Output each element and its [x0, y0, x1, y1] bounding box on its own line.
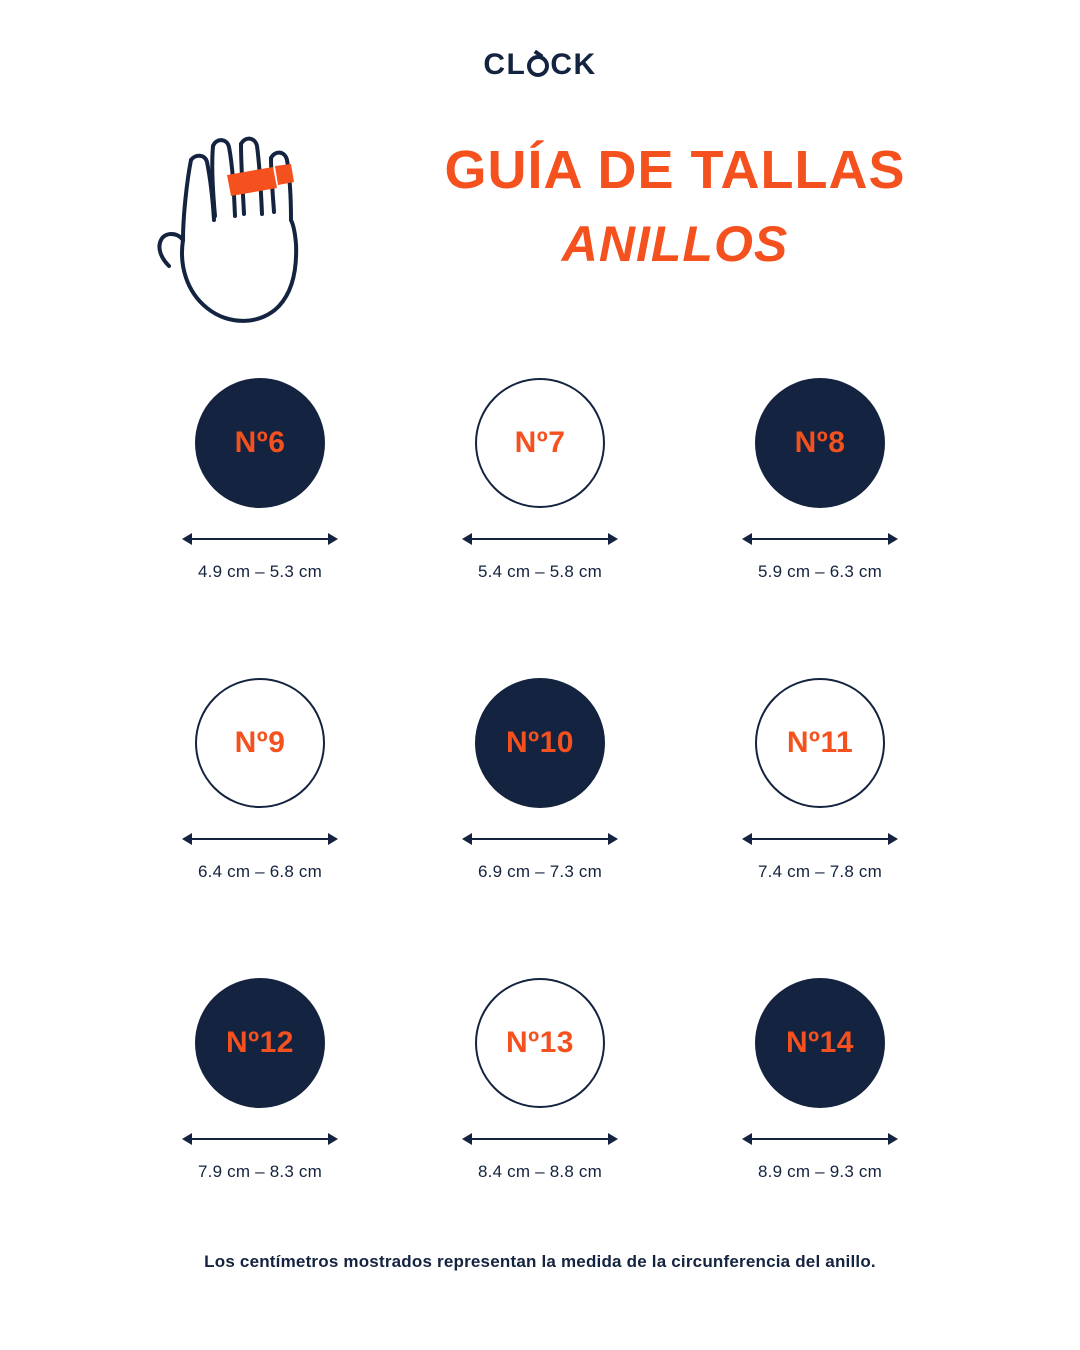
size-circle: Nº7 — [475, 378, 605, 508]
ring-o-letter-icon — [527, 55, 549, 77]
size-measure: 8.9 cm – 9.3 cm — [758, 1162, 882, 1181]
size-item — [680, 978, 960, 1182]
size-item — [400, 978, 680, 1182]
size-item — [400, 678, 680, 882]
size-measure: 4.9 cm – 5.3 cm — [198, 562, 322, 581]
diameter-arrow-icon — [462, 1132, 618, 1146]
size-measure: 5.9 cm – 6.3 cm — [758, 562, 882, 581]
page-title — [355, 142, 995, 273]
diameter-arrow-icon — [742, 832, 898, 846]
size-item — [120, 978, 400, 1182]
size-circle: Nº6 — [195, 378, 325, 508]
size-circle: Nº14 — [755, 978, 885, 1108]
size-measure: 7.9 cm – 8.3 cm — [198, 1162, 322, 1181]
diameter-arrow-icon — [742, 532, 898, 546]
brand-name-suffix: CK — [550, 48, 597, 81]
title-line-2: ANILLOS — [561, 215, 789, 272]
size-measure: 6.9 cm – 7.3 cm — [478, 862, 602, 881]
diameter-arrow-icon — [742, 1132, 898, 1146]
brand-logo — [0, 48, 1080, 82]
title-line-1: GUÍA DE TALLAS — [444, 140, 906, 200]
size-circle: Nº11 — [755, 678, 885, 808]
size-circle: Nº10 — [475, 678, 605, 808]
size-item — [120, 378, 400, 582]
header — [0, 112, 1080, 332]
size-item — [680, 378, 960, 582]
size-measure: 6.4 cm – 6.8 cm — [198, 862, 322, 881]
size-item — [400, 378, 680, 582]
size-measure: 8.4 cm – 8.8 cm — [478, 1162, 602, 1181]
size-circle: Nº12 — [195, 978, 325, 1108]
footer-note: Los centímetros mostrados representan la medida de la circunferencia del anillo. — [204, 1252, 876, 1271]
size-measure: 5.4 cm – 5.8 cm — [478, 562, 602, 581]
size-item — [120, 678, 400, 882]
diameter-arrow-icon — [182, 532, 338, 546]
diameter-arrow-icon — [462, 832, 618, 846]
brand-name-prefix: CL — [483, 48, 527, 81]
size-circle: Nº8 — [755, 378, 885, 508]
diameter-arrow-icon — [462, 532, 618, 546]
size-circle: Nº9 — [195, 678, 325, 808]
diameter-arrow-icon — [182, 1132, 338, 1146]
size-grid — [120, 378, 960, 1182]
size-item — [680, 678, 960, 882]
size-measure: 7.4 cm – 7.8 cm — [758, 862, 882, 881]
size-circle: Nº13 — [475, 978, 605, 1108]
hand-with-ring-icon — [95, 120, 335, 330]
diameter-arrow-icon — [182, 832, 338, 846]
